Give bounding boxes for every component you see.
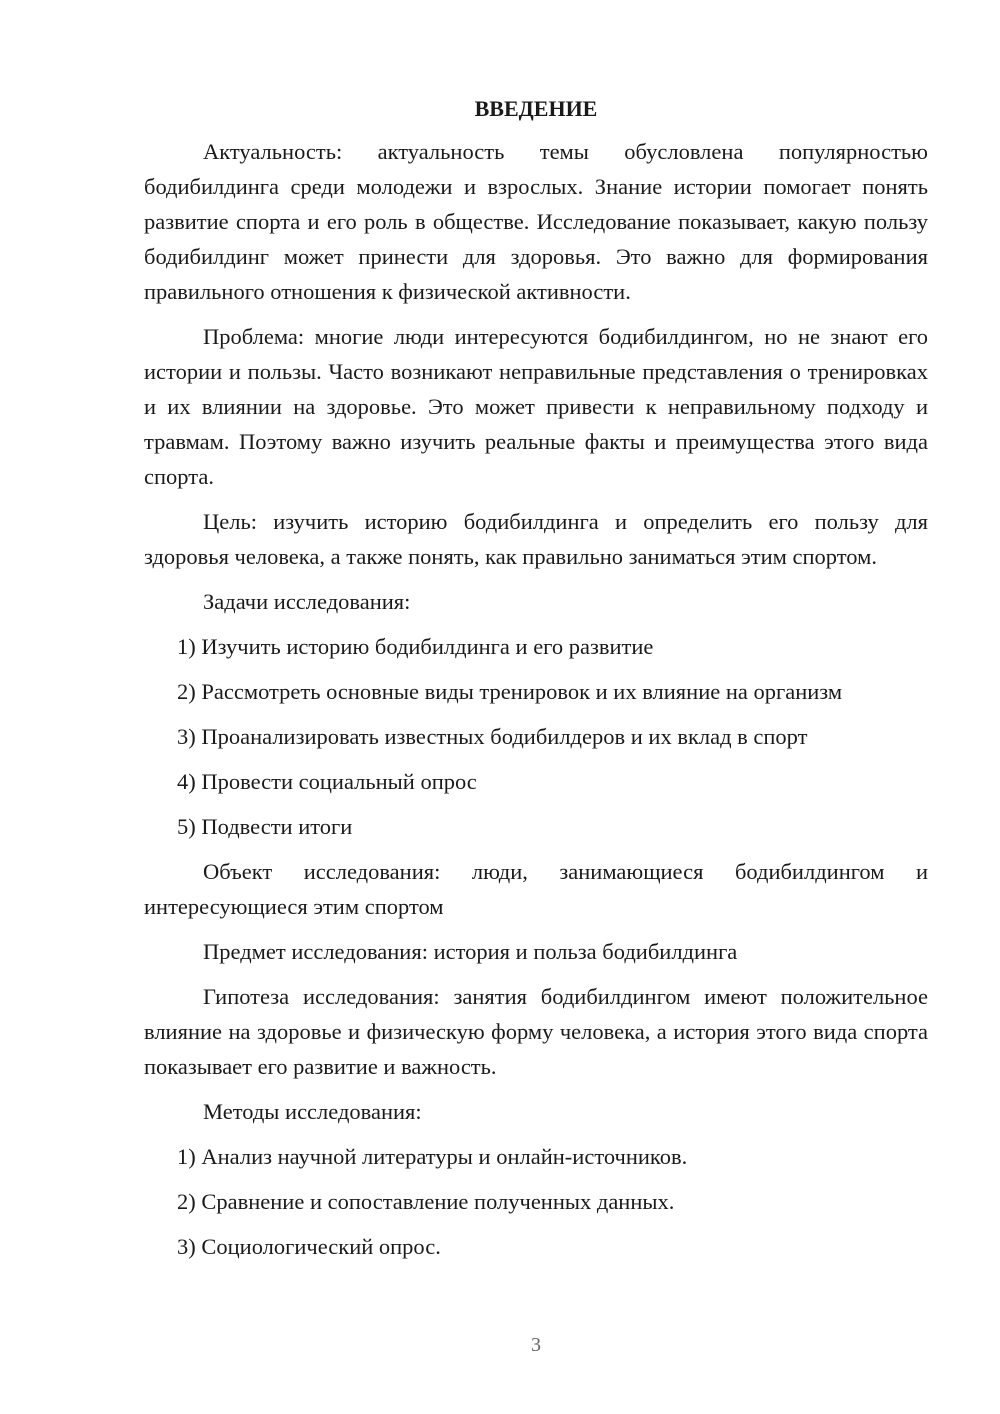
task-item: 4) Провести социальный опрос [177,769,477,794]
page-number: 3 [531,1334,541,1356]
subject-paragraph: Предмет исследования: история и польза бодибилдинга [203,939,738,964]
method-item: 1) Анализ научной литературы и онлайн-источников. [177,1144,688,1169]
problem-paragraph: Проблема: многие люди интересуются бодибилдингом, но не знают его истории и пользы. Часто возникают неправильные представления о тренировках и их влиянии на здоровье. Это может привести к неправильному подходу и травмам. Поэтому важно изучить реальные факты и преимущества этого вида спорта. [144,324,928,489]
goal-paragraph: Цель: изучить историю бодибилдинга и определить его пользу для здоровья человека, а также понять, как правильно заниматься этим спортом. [144,509,928,569]
task-item: 2) Рассмотреть основные виды тренировок и их влияние на организм [177,679,843,704]
task-item: 3) Проанализировать известных бодибилдеров и их вклад в спорт [177,724,808,749]
hypothesis-paragraph: Гипотеза исследования: занятия бодибилдингом имеют положительное влияние на здоровье и физическую форму человека, а история этого вида спорта показывает его развитие и важность. [144,984,928,1079]
methods-heading: Методы исследования: [203,1099,422,1124]
object-paragraph: Объект исследования: люди, занимающиеся бодибилдингом и интересующиеся этим спортом [144,859,928,919]
method-item: 3) Социологический опрос. [177,1234,441,1259]
relevance-paragraph: Актуальность: актуальность темы обусловлена популярностью бодибилдинга среди молодежи и взрослых. Знание истории помогает понять развитие спорта и его роль в обществе. Исследование показывает, какую пользу бодибилдинг может принести для здоровья. Это важно для формирования правильного отношения к физической активности. [144,139,928,304]
document-page [144,94,928,1274]
tasks-heading: Задачи исследования: [203,589,411,614]
task-item: 5) Подвести итоги [177,814,353,839]
task-item: 1) Изучить историю бодибилдинга и его развитие [177,634,654,659]
page-title: ВВЕДЕНИЕ [474,96,598,121]
method-item: 2) Сравнение и сопоставление полученных данных. [177,1189,675,1214]
